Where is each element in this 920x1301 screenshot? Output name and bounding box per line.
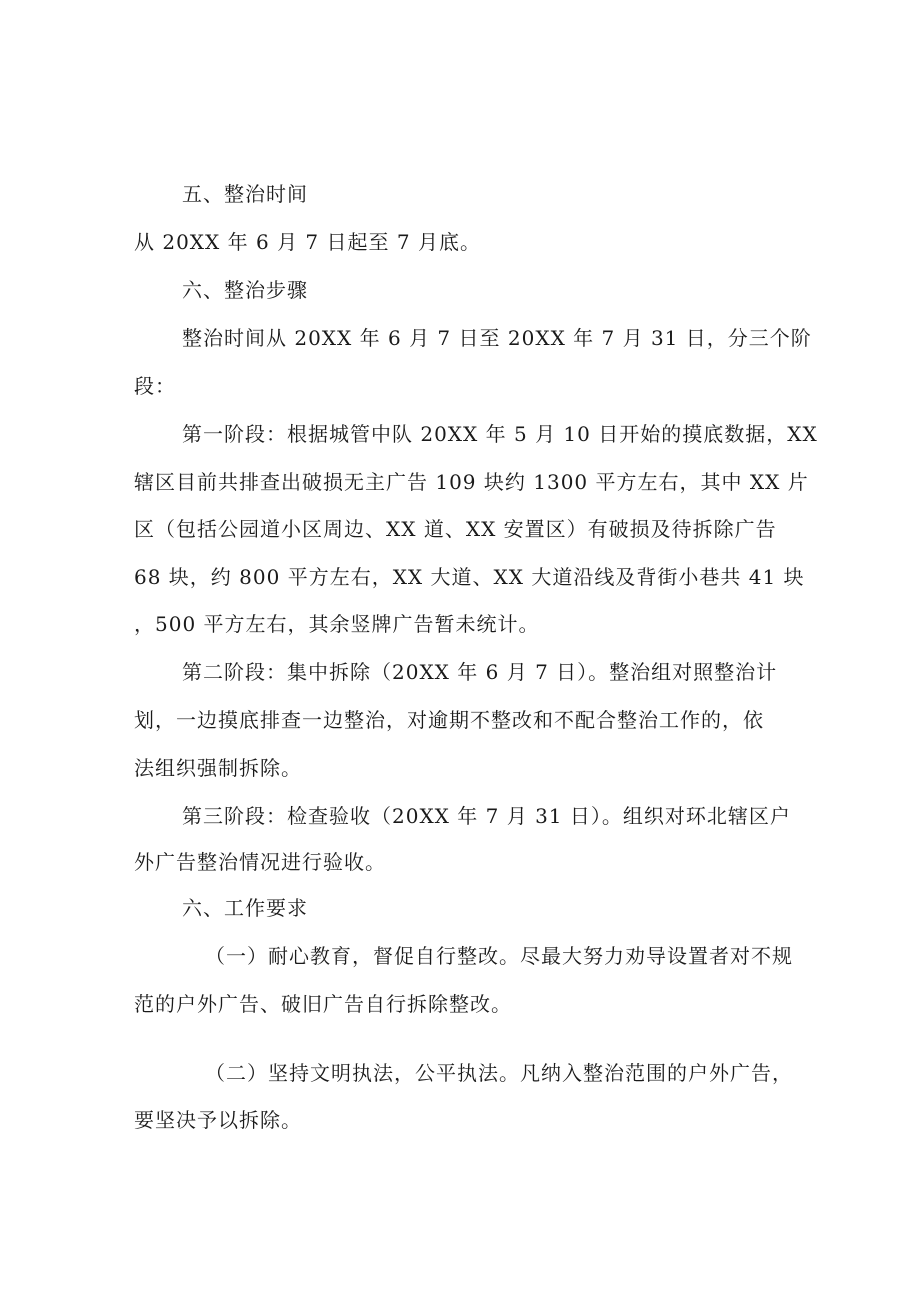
paragraph-line: 段： (134, 374, 176, 398)
paragraph-line: 要坚决予以拆除。 (134, 1108, 302, 1132)
paragraph-line: 68 块，约 800 平方左右，XX 大道、XX 大道沿线及背街小巷共 41 块 (134, 565, 805, 589)
paragraph-line: 外广告整治情况进行验收。 (134, 850, 386, 874)
paragraph-line: 第三阶段：检查验收（20XX 年 7 月 31 日）。组织对环北辖区户 (182, 804, 791, 828)
paragraph-line: ，500 平方左右，其余竖牌广告暂未统计。 (134, 612, 540, 636)
section-heading-steps: 六、整治步骤 (182, 278, 308, 302)
paragraph-line: 从 20XX 年 6 月 7 日起至 7 月底。 (134, 230, 481, 254)
paragraph-line: 第一阶段：根据城管中队 20XX 年 5 月 10 日开始的摸底数据，XX (182, 422, 818, 446)
paragraph-line: 范的户外广告、破旧广告自行拆除整改。 (134, 992, 512, 1016)
paragraph-line: （二）坚持文明执法，公平执法。凡纳入整治范围的户外广告， (205, 1061, 793, 1085)
paragraph-line: 第二阶段：集中拆除（20XX 年 6 月 7 日）。整治组对照整治计 (182, 660, 778, 684)
paragraph-line: 法组织强制拆除。 (134, 756, 302, 780)
section-heading-requirements: 六、工作要求 (182, 896, 308, 920)
paragraph-line: 划，一边摸底排查一边整治，对逾期不整改和不配合整治工作的，依 (134, 708, 764, 732)
paragraph-line: 区（包括公园道小区周边、XX 道、XX 安置区）有破损及待拆除广告 (134, 517, 777, 541)
paragraph-line: （一）耐心教育，督促自行整改。尽最大努力劝导设置者对不规 (205, 944, 793, 968)
paragraph-line: 整治时间从 20XX 年 6 月 7 日至 20XX 年 7 月 31 日，分三个阶 (182, 326, 812, 350)
section-heading-time: 五、整治时间 (182, 182, 308, 206)
paragraph-line: 辖区目前共排查出破损无主广告 109 块约 1300 平方左右，其中 XX 片 (134, 470, 809, 494)
